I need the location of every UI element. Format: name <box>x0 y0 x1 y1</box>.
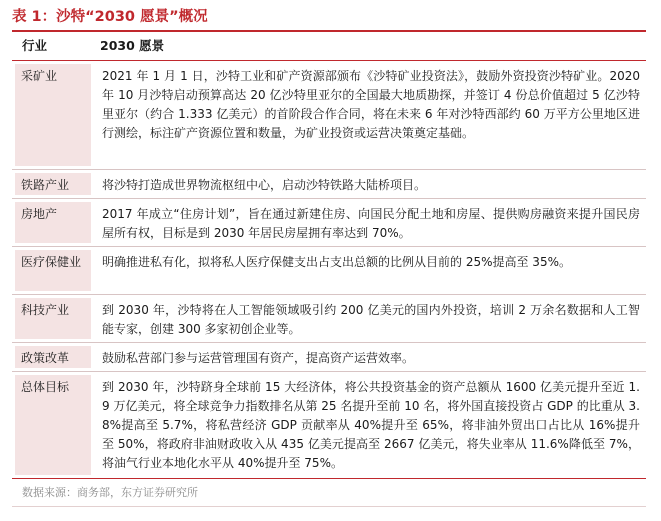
row-category: 医疗保健业 <box>15 250 91 291</box>
row-category: 科技产业 <box>15 298 91 339</box>
table-bottom-rule <box>12 478 646 479</box>
row-content: 明确推进私有化，拟将私人医疗保健支出占支出总额的比例从目前的 25%提高至 35%。 <box>102 255 571 269</box>
table-header <box>12 32 646 60</box>
table-row-overall-goal <box>12 372 646 478</box>
row-category: 房地产 <box>15 202 91 243</box>
table-title: 表 1：沙特“2030 愿景”概况 <box>12 9 208 25</box>
row-content: 到 2030 年，沙特跻身全球前 15 大经济体，将公共投资基金的资产总额从 1600 亿美元提升至近 1.9 万亿美元，将全球竞争力指数排名从第 25 名提升至前 10 名，将外国直接投资占 GDP 的比重从 3.8%提高至 5.7%，将私营经济 GDP 贡献率从 40%提升至 65%，将非油外贸出口占比从 16%提升至 50%，将政府非油财政收入从 435 亿美元提高至 2667 亿美元，将失业率从 11.6%降低至 7%，将油气行业本地化水平从 40%提升至 75%。 <box>102 380 640 470</box>
row-category: 采矿业 <box>15 64 91 166</box>
footer-rule <box>12 506 646 507</box>
header-vision: 2030 愿景 <box>100 38 165 53</box>
table-row-real-estate <box>12 199 646 246</box>
table-row-healthcare <box>12 247 646 294</box>
header-industry: 行业 <box>22 38 48 53</box>
row-content: 将沙特打造成世界物流枢纽中心，启动沙特铁路大陆桥项目。 <box>102 178 427 192</box>
row-content: 2021 年 1 月 1 日，沙特工业和矿产资源部颁布《沙特矿业投资法》，鼓励外资投资沙特矿业。2020 年 10 月沙特启动预算高达 20 亿沙特里亚尔的全国最大地质勘探，并签订 4 份总价值超过 5 亿沙特里亚尔（约合 1.333 亿美元）的首阶段合作合同，将在未来 6 年对沙特西部约 60 万平方公里地区进行测绘，标注矿产资源位置和数量，为矿业投资或运营决策奠定基础。 <box>102 69 640 140</box>
table-row-technology <box>12 295 646 342</box>
row-content: 2017 年成立“住房计划”，旨在通过新建住房、向国民分配土地和房屋、提供购房融资来提升国民房屋所有权，目标是到 2030 年居民房屋拥有率达到 70%。 <box>102 207 640 240</box>
row-category: 政策改革 <box>15 346 91 368</box>
row-content: 到 2030 年，沙特将在人工智能领域吸引约 200 亿美元的国内外投资，培训 2 万余名数据和人工智能专家，创建 300 多家初创企业等。 <box>102 303 640 336</box>
table-row-mining <box>12 61 646 169</box>
row-category: 铁路产业 <box>15 173 91 195</box>
source-note: 数据来源：商务部，东方证券研究所 <box>22 486 198 499</box>
table-row-railway <box>12 170 646 198</box>
table-row-policy-reform <box>12 343 646 371</box>
report-table-page <box>12 0 646 521</box>
row-category: 总体目标 <box>15 375 91 475</box>
row-content: 鼓励私营部门参与运营管理国有资产，提高资产运营效率。 <box>102 351 415 365</box>
